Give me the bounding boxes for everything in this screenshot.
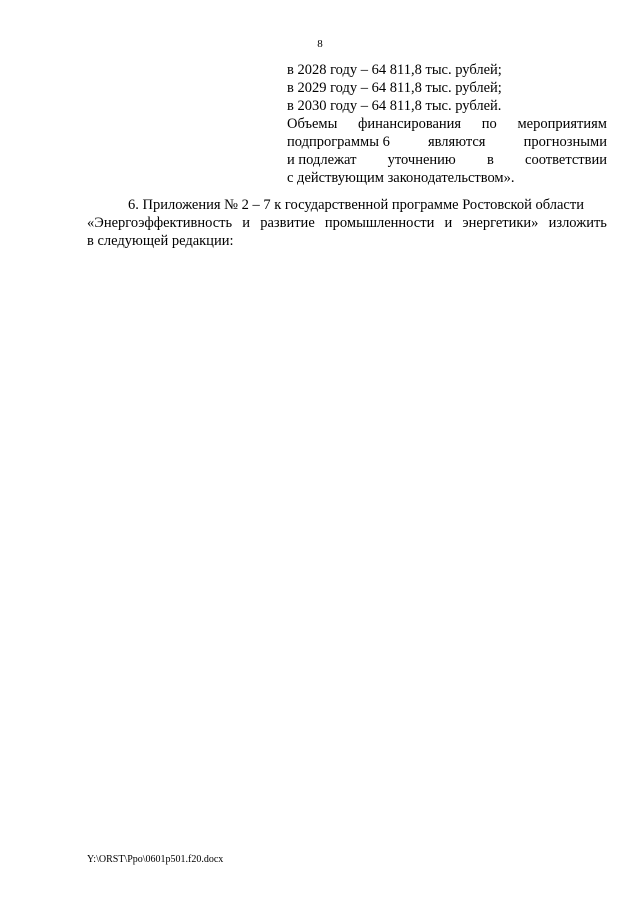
note-line-3 [287, 151, 607, 169]
paragraph-text: в следующей редакции: [87, 233, 234, 249]
note-word: и подлежат [287, 152, 357, 168]
note-line-1 [287, 115, 607, 133]
paragraph-word: развитие [260, 215, 315, 231]
paragraph-line-3 [87, 232, 607, 250]
note-word: Объемы [287, 116, 338, 132]
note-word: по [481, 116, 497, 132]
paragraph-word: и [444, 215, 453, 231]
financing-2030: в 2030 году – 64 811,8 тыс. рублей. [287, 98, 502, 114]
note-word: являются [427, 134, 486, 150]
note-word: подпрограммы 6 [287, 134, 390, 150]
note-word: финансирования [358, 116, 462, 132]
financing-note [287, 115, 607, 187]
paragraph-line-2 [87, 214, 607, 232]
paragraph-word: энергетики» [462, 215, 539, 231]
page-number: 8 [317, 38, 323, 50]
note-line-2 [287, 133, 607, 151]
paragraph-word: изложить [548, 215, 607, 231]
footer-file-path: Y:\ORST\Ppo\0601p501.f20.docx [87, 854, 224, 865]
note-word: с действующим законодательством». [287, 170, 515, 186]
note-word: прогнозными [523, 134, 607, 150]
financing-2028: в 2028 году – 64 811,8 тыс. рублей; [287, 62, 502, 78]
note-word: мероприятиям [517, 116, 607, 132]
note-word: уточнению [387, 152, 456, 168]
paragraph-text: 6. Приложения № 2 – 7 к государственной программе Ростовской области [128, 197, 584, 213]
note-word: соответствии [525, 152, 607, 168]
note-word: в [486, 152, 494, 168]
paragraph-word: «Энергоэффективность [87, 215, 233, 231]
paragraph-word: промышленности [324, 215, 435, 231]
paragraph-word: и [242, 215, 251, 231]
paragraph-line-1 [87, 196, 607, 214]
financing-block [287, 61, 607, 187]
main-paragraph [87, 196, 607, 250]
note-line-4 [287, 169, 607, 187]
financing-2029: в 2029 году – 64 811,8 тыс. рублей; [287, 80, 502, 96]
